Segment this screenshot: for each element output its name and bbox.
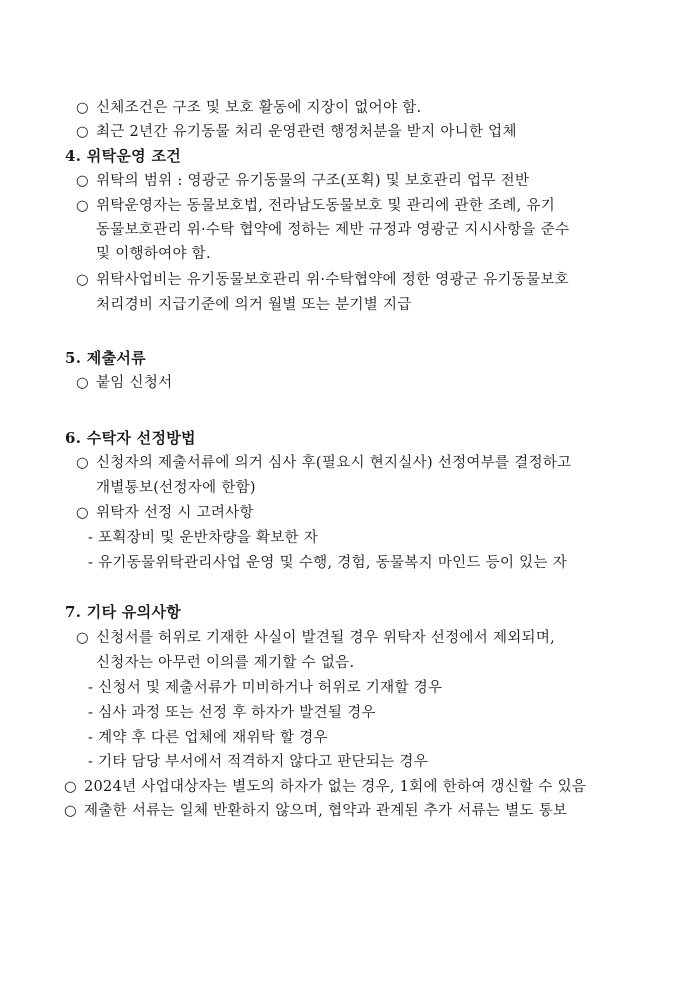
bullet-line: ○ 신청자의 제출서류에 의거 심사 후(필요시 현지실사) 선정여부를 결정하고 <box>76 455 572 471</box>
continuation-line: 신청자는 아무런 이의를 제기할 수 없음. <box>96 655 355 671</box>
circle-bullet-icon: ○ <box>76 100 89 116</box>
bullet-line: ○ 신체조건은 구조 및 보호 활동에 지장이 없어야 함. <box>76 100 422 116</box>
bullet-line: ○ 위탁사업비는 유기동물보호관리 위·수탁협약에 정한 영광군 유기동물보호 <box>76 272 569 288</box>
bullet-line: ○ 위탁자 선정 시 고려사항 <box>76 505 254 521</box>
bullet-line-outer: ○ 제출한 서류는 일체 반환하지 않으며, 협약과 관계된 추가 서류는 별도 통보 <box>64 803 568 819</box>
bullet-line: ○ 붙임 신청서 <box>76 375 173 391</box>
circle-bullet-icon: ○ <box>76 124 89 140</box>
circle-bullet-icon: ○ <box>76 630 89 646</box>
circle-bullet-icon: ○ <box>76 455 89 471</box>
continuation-line: 개별통보(선정자에 한함) <box>96 480 256 496</box>
circle-bullet-icon: ○ <box>64 779 77 795</box>
bullet-line: ○ 위탁의 범위 : 영광군 유기동물의 구조(포획) 및 보호관리 업무 전반 <box>76 173 530 189</box>
dash-line: - 심사 과정 또는 선정 후 하자가 발견될 경우 <box>88 705 376 721</box>
circle-bullet-icon: ○ <box>76 375 89 391</box>
circle-bullet-icon: ○ <box>76 198 89 214</box>
circle-bullet-icon: ○ <box>76 173 89 189</box>
bullet-line: ○ 위탁운영자는 동물보호법, 전라남도동물보호 및 관리에 관한 조례, 유기 <box>76 198 556 214</box>
section-heading-4: 4. 위탁운영 조건 <box>65 147 182 165</box>
dash-line: - 신청서 및 제출서류가 미비하거나 허위로 기재할 경우 <box>88 680 443 696</box>
bullet-line: ○ 신청서를 허위로 기재한 사실이 발견될 경우 위탁자 선정에서 제외되며, <box>76 630 556 646</box>
section-heading-6: 6. 수탁자 선정방법 <box>65 429 196 447</box>
continuation-line: 및 이행하여야 함. <box>96 246 211 262</box>
continuation-line: 처리경비 지급기준에 의거 월별 또는 분기별 지급 <box>96 297 412 313</box>
circle-bullet-icon: ○ <box>76 272 89 288</box>
dash-line: - 계약 후 다른 업체에 재위탁 할 경우 <box>88 730 328 746</box>
continuation-line: 동물보호관리 위·수탁 협약에 정하는 제반 규정과 영광군 지시사항을 준수 <box>96 222 570 238</box>
bullet-line-outer: ○ 2024년 사업대상자는 별도의 하자가 없는 경우, 1회에 한하여 갱신할 수 있음 <box>64 779 587 795</box>
section-heading-7: 7. 기타 유의사항 <box>65 603 182 621</box>
bullet-line: ○ 최근 2년간 유기동물 처리 운영관련 행정처분을 받지 아니한 업체 <box>76 124 517 140</box>
circle-bullet-icon: ○ <box>76 505 89 521</box>
dash-line: - 기타 담당 부서에서 적격하지 않다고 판단되는 경우 <box>88 754 429 770</box>
circle-bullet-icon: ○ <box>64 803 77 819</box>
dash-line: - 유기동물위탁관리사업 운영 및 수행, 경험, 동물복지 마인드 등이 있는 자 <box>88 555 568 571</box>
section-heading-5: 5. 제출서류 <box>65 349 146 367</box>
dash-line: - 포획장비 및 운반차량을 확보한 자 <box>88 530 319 546</box>
